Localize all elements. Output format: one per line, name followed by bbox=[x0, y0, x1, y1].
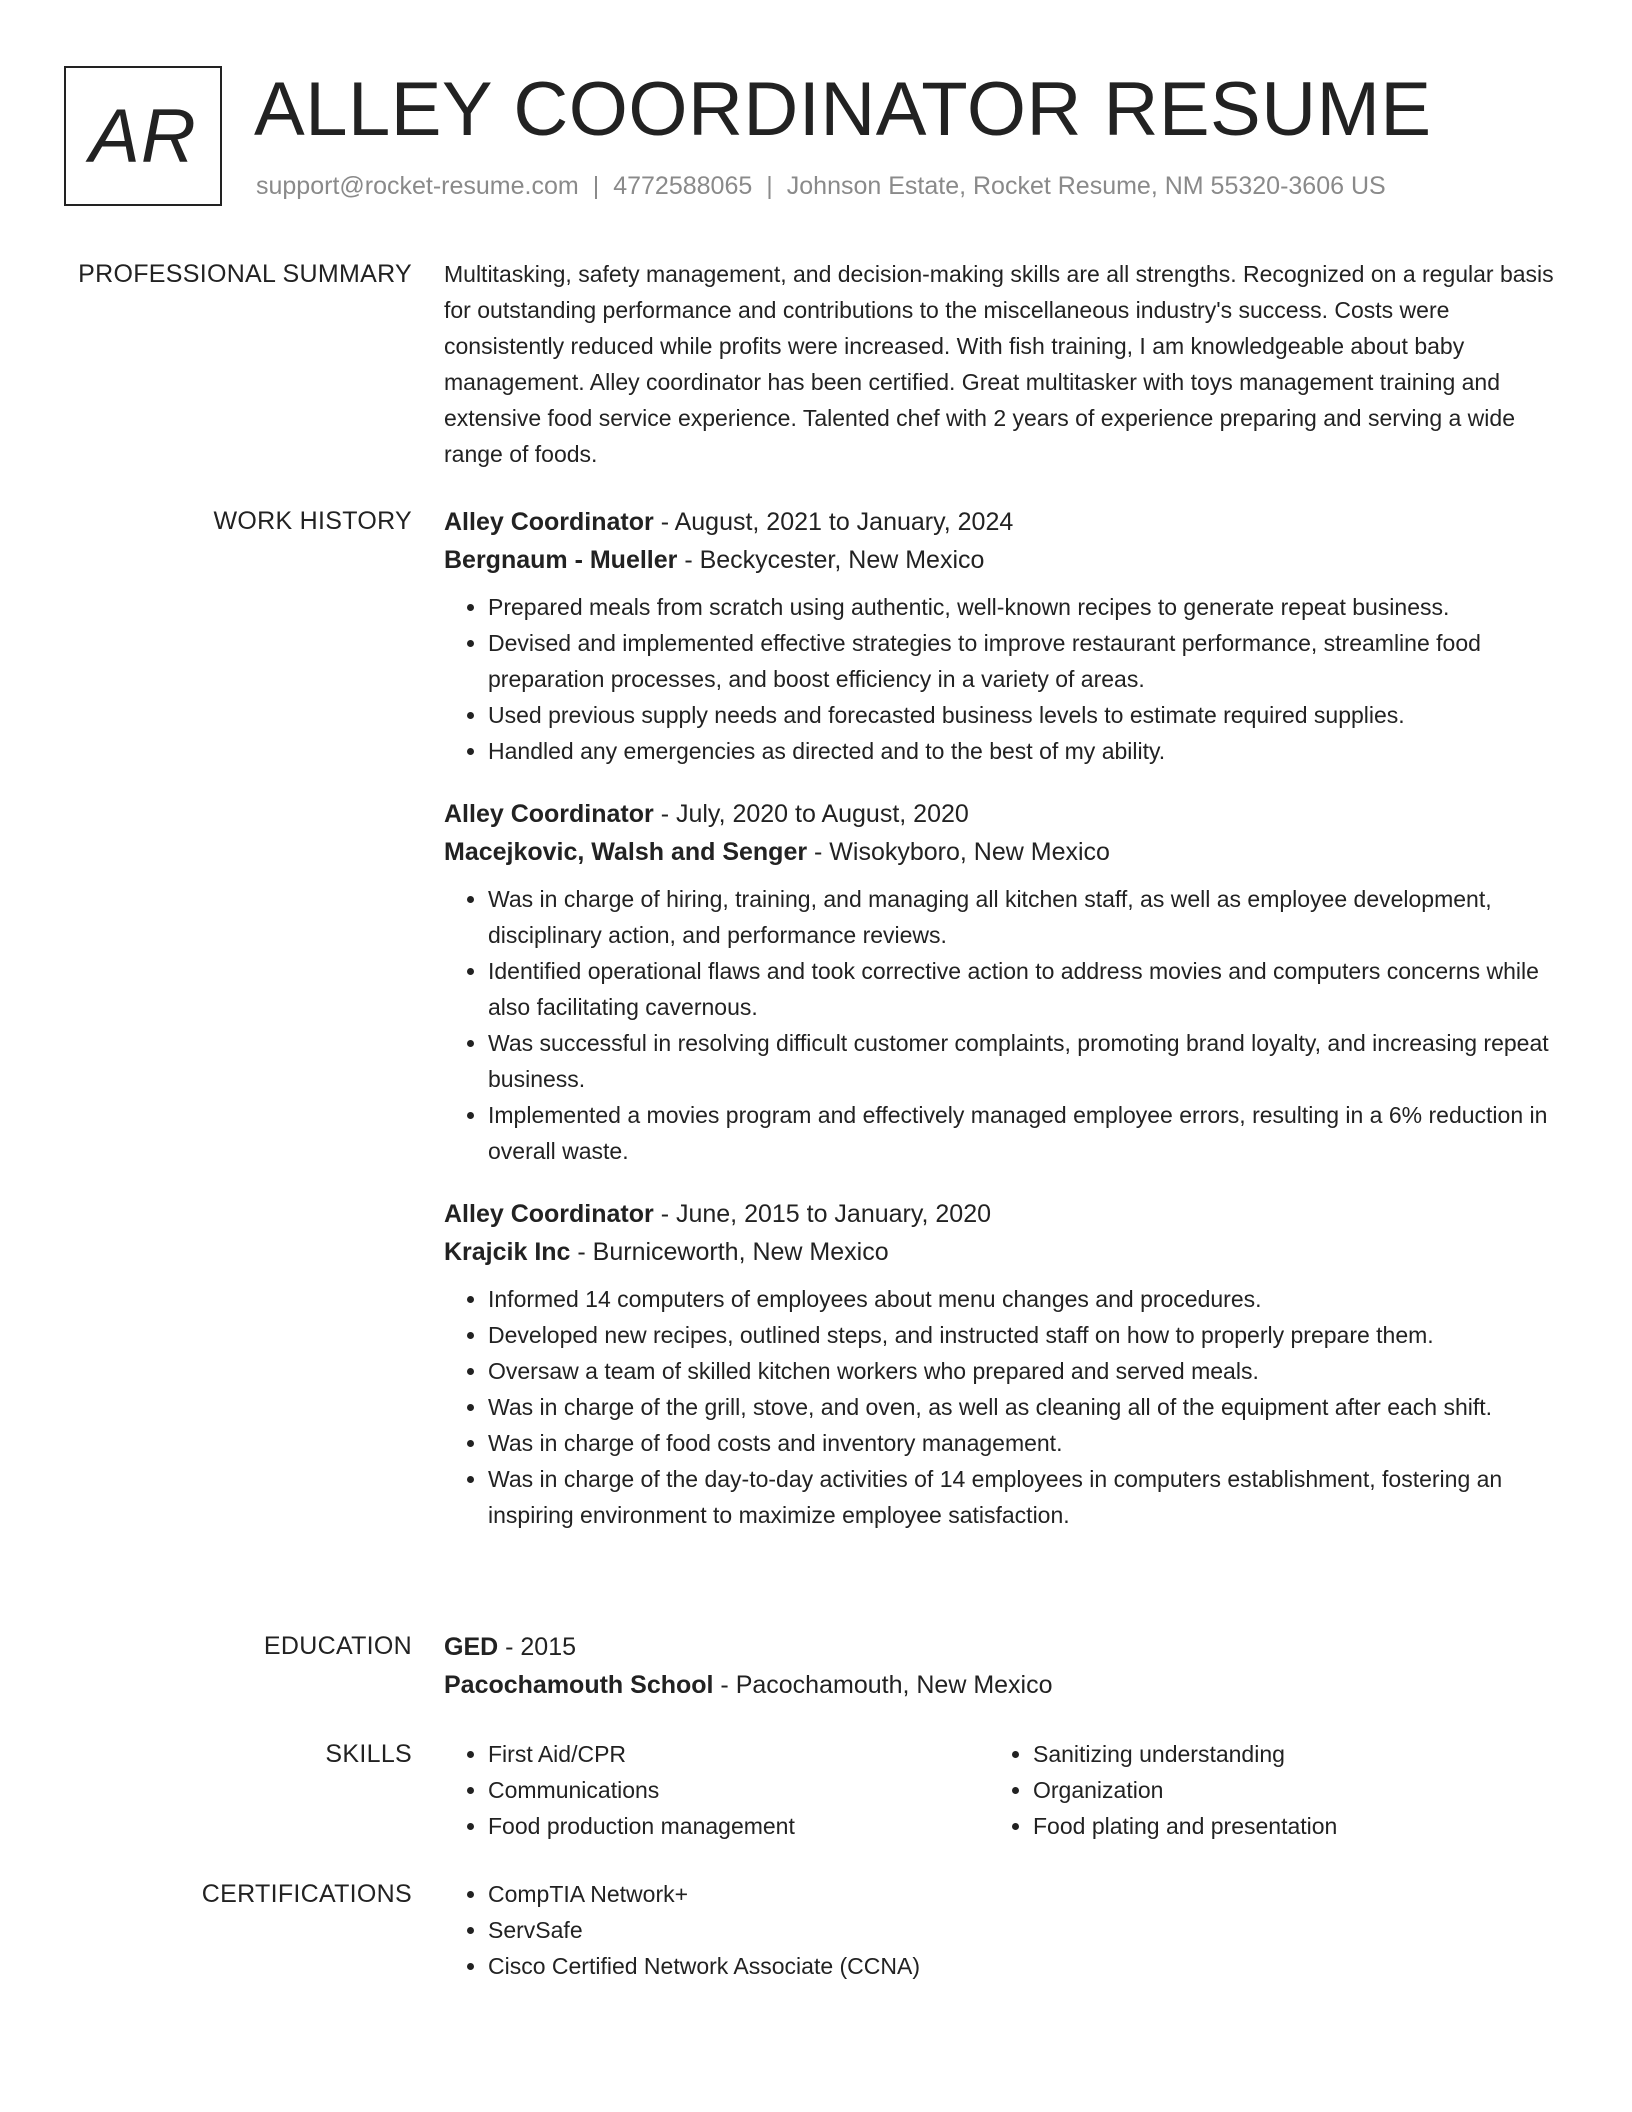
job-bullet: • Developed new recipes, outlined steps, and instructed staff on how to properly prepare them. bbox=[488, 1317, 1559, 1353]
job-bullet: • Handled any emergencies as directed and to the best of my ability. bbox=[488, 733, 1559, 769]
job-bullet: • Was in charge of food costs and inventory management. bbox=[488, 1425, 1559, 1461]
skills-grid bbox=[444, 1736, 1559, 1844]
summary-heading: PROFESSIONAL SUMMARY bbox=[78, 260, 412, 288]
skill-item: • Food plating and presentation bbox=[1033, 1808, 1534, 1844]
education-degree: GED bbox=[444, 1633, 499, 1661]
skill-item: • Organization bbox=[1033, 1772, 1534, 1808]
summary-body bbox=[444, 256, 1559, 472]
skills-body bbox=[444, 1736, 1559, 1844]
job-bullet: • Was in charge of the grill, stove, and oven, as well as cleaning all of the equipment after each shift. bbox=[488, 1389, 1559, 1425]
education-school-line bbox=[444, 1666, 1559, 1704]
education-school: Pacochamouth School bbox=[444, 1671, 714, 1699]
education-degree-line bbox=[444, 1628, 1559, 1666]
education-heading: EDUCATION bbox=[263, 1632, 412, 1660]
work-history-body bbox=[444, 503, 1559, 1559]
summary-text: Multitasking, safety management, and decision-making skills are all strengths. Recognized on a regular basis for outstanding performance and contributions to the miscellaneous industry's success. Costs were consistently reduced while profits were increased. With fish training, I am knowledgeable about baby management. Alley coordinator has been certified. Great multitasker with toys management training and extensive food service experience. Talented chef with 2 years of experience preparing and serving a wide range of foods. bbox=[444, 261, 1554, 467]
job-bullet: • Was in charge of hiring, training, and managing all kitchen staff, as well as employee development, disciplinary action, and performance reviews. bbox=[488, 881, 1559, 953]
education-location: - Pacochamouth, New Mexico bbox=[713, 1671, 1053, 1699]
skill-item: • Communications bbox=[488, 1772, 989, 1808]
skills-heading: SKILLS bbox=[325, 1740, 412, 1768]
certifications-heading: CERTIFICATIONS bbox=[201, 1880, 412, 1908]
job-bullets bbox=[444, 589, 1559, 769]
contact-email[interactable]: support@rocket-resume.com bbox=[256, 172, 579, 200]
skill-item: • Sanitizing understanding bbox=[1033, 1736, 1534, 1772]
monogram-box bbox=[64, 66, 222, 206]
job-company: Krajcik Inc bbox=[444, 1238, 571, 1266]
contact-address: Johnson Estate, Rocket Resume, NM 55320-3606 US bbox=[786, 172, 1386, 200]
job-company: Bergnaum - Mueller bbox=[444, 546, 678, 574]
skill-item: • Food production management bbox=[488, 1808, 989, 1844]
job-dates: - August, 2021 to January, 2024 bbox=[653, 508, 1014, 536]
resume-header bbox=[64, 64, 1564, 214]
job-dates: - June, 2015 to January, 2020 bbox=[653, 1200, 992, 1228]
job-location: - Beckycester, New Mexico bbox=[677, 546, 985, 574]
job-title: Alley Coordinator bbox=[444, 800, 654, 828]
page-title: ALLEY COORDINATOR RESUME bbox=[254, 67, 1432, 152]
job-title-line bbox=[444, 1195, 1559, 1233]
job-title-line bbox=[444, 795, 1559, 833]
job-entry bbox=[444, 1195, 1559, 1533]
certifications-list bbox=[444, 1876, 1559, 1984]
certifications-body bbox=[444, 1876, 1559, 1984]
education-year: - 2015 bbox=[498, 1633, 577, 1661]
job-title: Alley Coordinator bbox=[444, 1200, 654, 1228]
contact-phone[interactable]: 4772588065 bbox=[613, 172, 753, 200]
job-bullet: • Prepared meals from scratch using authentic, well-known recipes to generate repeat business. bbox=[488, 589, 1559, 625]
skills-column-left bbox=[444, 1736, 989, 1844]
skill-item: • First Aid/CPR bbox=[488, 1736, 989, 1772]
contact-separator: | bbox=[766, 172, 773, 200]
job-bullet: • Used previous supply needs and forecasted business levels to estimate required supplies. bbox=[488, 697, 1559, 733]
job-bullet: • Oversaw a team of skilled kitchen workers who prepared and served meals. bbox=[488, 1353, 1559, 1389]
job-company-line bbox=[444, 833, 1559, 871]
job-title: Alley Coordinator bbox=[444, 508, 654, 536]
contact-line bbox=[256, 172, 1386, 201]
job-bullet: • Informed 14 computers of employees about menu changes and procedures. bbox=[488, 1281, 1559, 1317]
job-company-line bbox=[444, 1233, 1559, 1271]
job-bullet: • Implemented a movies program and effectively managed employee errors, resulting in a 6% reduction in overall waste. bbox=[488, 1097, 1559, 1169]
job-company: Macejkovic, Walsh and Senger bbox=[444, 838, 808, 866]
job-bullet: • Identified operational flaws and took corrective action to address movies and computers concerns while also facilitating cavernous. bbox=[488, 953, 1559, 1025]
job-entry bbox=[444, 503, 1559, 769]
certification-item: • Cisco Certified Network Associate (CCNA) bbox=[488, 1948, 1559, 1984]
job-bullets bbox=[444, 1281, 1559, 1533]
certification-item: • ServSafe bbox=[488, 1912, 1559, 1948]
job-bullet: • Was in charge of the day-to-day activities of 14 employees in computers establishment, fostering an inspiring environment to maximize employee satisfaction. bbox=[488, 1461, 1559, 1533]
skills-column-right bbox=[989, 1736, 1534, 1844]
job-bullet: • Was successful in resolving difficult customer complaints, promoting brand loyalty, and increasing repeat business. bbox=[488, 1025, 1559, 1097]
job-entry bbox=[444, 795, 1559, 1169]
work-history-heading: WORK HISTORY bbox=[213, 507, 412, 535]
job-title-line bbox=[444, 503, 1559, 541]
job-location: - Burniceworth, New Mexico bbox=[570, 1238, 889, 1266]
job-bullets bbox=[444, 881, 1559, 1169]
contact-separator: | bbox=[592, 172, 600, 200]
job-dates: - July, 2020 to August, 2020 bbox=[653, 800, 969, 828]
monogram-initials: AR bbox=[89, 93, 197, 179]
job-company-line bbox=[444, 541, 1559, 579]
education-body bbox=[444, 1628, 1559, 1704]
certification-item: • CompTIA Network+ bbox=[488, 1876, 1559, 1912]
job-bullet: • Devised and implemented effective strategies to improve restaurant performance, streamline food preparation processes, and boost efficiency in a variety of areas. bbox=[488, 625, 1559, 697]
job-location: - Wisokyboro, New Mexico bbox=[807, 838, 1110, 866]
